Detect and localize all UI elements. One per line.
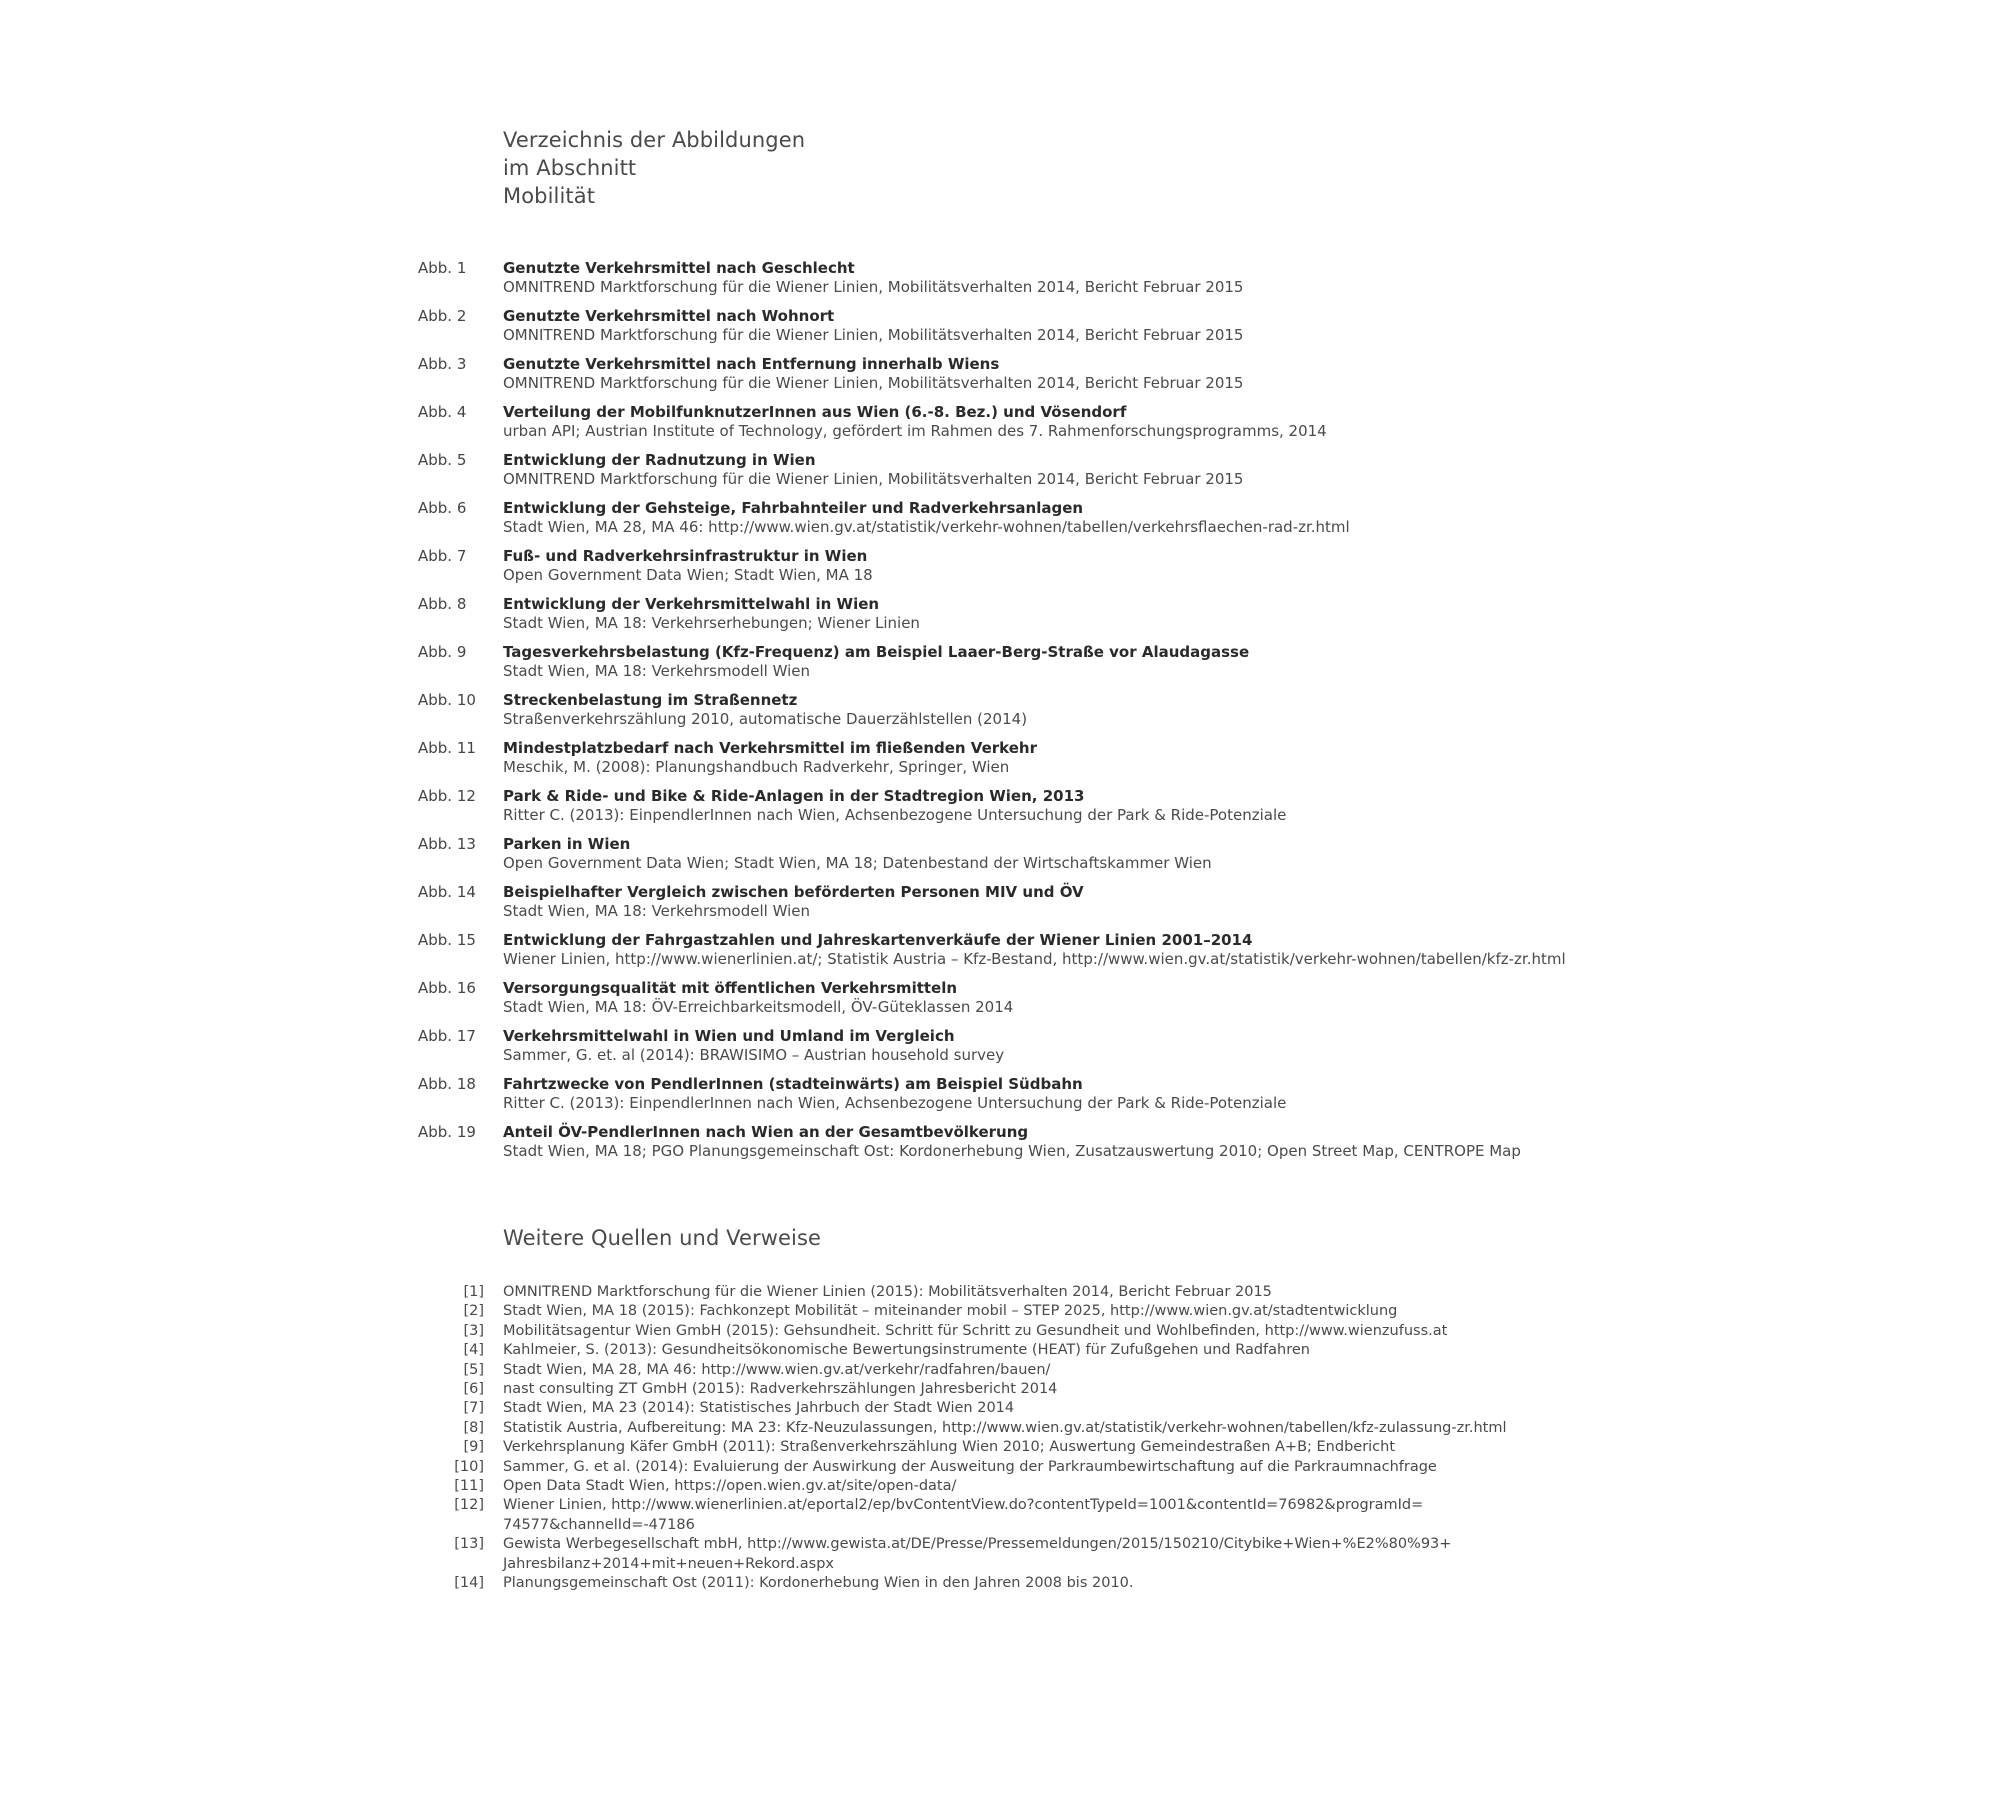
reference-line: Verkehrsplanung Käfer GmbH (2011): Straßenverkehrszählung Wien 2010; Auswertung Gemeindestraßen A+B; Endbericht [503,1439,1396,1456]
reference-text [503,1302,1403,1321]
figure-source: Straßenverkehrszählung 2010, automatische Dauerzählstellen (2014) [503,710,1028,728]
figure-number: Abb. 1 [418,259,467,277]
figure-title: Entwicklung der Gehsteige, Fahrbahnteiler und Radverkehrsanlagen [503,499,1084,517]
reference-number: [6] [463,1381,484,1398]
figure-source: Stadt Wien, MA 18: Verkehrserhebungen; Wiener Linien [503,614,920,632]
reference-line: Stadt Wien, MA 23 (2014): Statistisches Jahrbuch der Stadt Wien 2014 [503,1400,1015,1417]
figure-source: Open Government Data Wien; Stadt Wien, MA 18; Datenbestand der Wirtschaftskammer Wien [503,854,1212,872]
figure-title: Mindestplatzbedarf nach Verkehrsmittel im fließenden Verkehr [503,739,1037,757]
reference-text [503,1361,1403,1380]
figure-number: Abb. 5 [418,451,467,469]
figure-entry [0,498,2000,546]
figure-title: Streckenbelastung im Straßennetz [503,691,798,709]
sources-heading: Weitere Quellen und Verweise [503,1226,822,1250]
figure-title: Verteilung der MobilfunknutzerInnen aus Wien (6.-8. Bez.) und Vösendorf [503,403,1127,421]
figure-source: Sammer, G. et. al (2014): BRAWISIMO – Austrian household survey [503,1046,1005,1064]
figures-heading-line: Mobilität [503,184,596,208]
figure-title: Genutzte Verkehrsmittel nach Entfernung innerhalb Wiens [503,355,1000,373]
figure-number: Abb. 14 [418,883,476,901]
figure-number: Abb. 2 [418,307,467,325]
reference-line: Mobilitätsagentur Wien GmbH (2015): Gehsundheit. Schritt für Schritt zu Gesundheit und Wohlbefinden, http://www.wienzufuss.at [503,1322,1448,1339]
figure-entry [0,642,2000,690]
figure-source: Wiener Linien, http://www.wienerlinien.at/; Statistik Austria – Kfz-Bestand, http://www.wien.gv.at/statistik/verkehr-wohnen/tabellen/kfz-zr.html [503,950,1566,968]
figure-number: Abb. 16 [418,979,476,997]
figure-number: Abb. 3 [418,355,467,373]
figure-entry [0,306,2000,354]
figure-number: Abb. 9 [418,643,467,661]
figure-title: Genutzte Verkehrsmittel nach Wohnort [503,307,835,325]
figure-source: OMNITREND Marktforschung für die Wiener Linien, Mobilitätsverhalten 2014, Bericht Februar 2015 [503,470,1244,488]
figure-title: Entwicklung der Fahrgastzahlen und Jahreskartenverkäufe der Wiener Linien 2001–2014 [503,931,1253,949]
reference-line: Jahresbilanz+2014+mit+neuen+Rekord.aspx [503,1555,835,1572]
figure-source: OMNITREND Marktforschung für die Wiener Linien, Mobilitätsverhalten 2014, Bericht Februar 2015 [503,326,1244,344]
figure-source: Ritter C. (2013): EinpendlerInnen nach Wien, Achsenbezogene Untersuchung der Park & Ride-Potenziale [503,806,1287,824]
reference-number: [8] [463,1419,484,1436]
figure-title: Beispielhafter Vergleich zwischen beförderten Personen MIV und ÖV [503,883,1084,901]
figure-source: Stadt Wien, MA 18: Verkehrsmodell Wien [503,902,810,920]
reference-item [0,1535,2000,1574]
figure-entry [0,594,2000,642]
figure-source: Stadt Wien, MA 18; PGO Planungsgemeinschaft Ost: Kordonerhebung Wien, Zusatzauswertung 2010; Open Street Map, CENTROPE Map [503,1142,1521,1160]
figure-source: Stadt Wien, MA 18: ÖV-Erreichbarkeitsmodell, ÖV-Güteklassen 2014 [503,998,1014,1016]
figure-number: Abb. 7 [418,547,467,565]
reference-item [0,1574,2000,1593]
figure-source: Ritter C. (2013): EinpendlerInnen nach Wien, Achsenbezogene Untersuchung der Park & Ride-Potenziale [503,1094,1287,1112]
reference-item [0,1361,2000,1380]
reference-text [503,1496,1424,1535]
reference-text [503,1535,1452,1574]
reference-number: [12] [454,1497,484,1514]
figure-number: Abb. 8 [418,595,467,613]
reference-item [0,1438,2000,1457]
reference-line: Kahlmeier, S. (2013): Gesundheitsökonomische Bewertungsinstrumente (HEAT) für Zufußgehen und Radfahren [503,1342,1310,1359]
figure-entry [0,738,2000,786]
reference-number: [13] [454,1536,484,1553]
figures-heading-line: im Abschnitt [503,156,637,180]
figure-title: Entwicklung der Verkehrsmittelwahl in Wien [503,595,880,613]
figure-entry [0,882,2000,930]
figure-title: Anteil ÖV-PendlerInnen nach Wien an der Gesamtbevölkerung [503,1123,1029,1141]
reference-text [503,1399,1403,1418]
reference-line: Gewista Werbegesellschaft mbH, http://www.gewista.at/DE/Presse/Pressemeldungen/2015/150210/Citybike+Wien+%E2%80%93+ [503,1536,1452,1553]
figure-title: Genutzte Verkehrsmittel nach Geschlecht [503,259,855,277]
figure-entry [0,786,2000,834]
reference-text [503,1322,1448,1341]
reference-number: [2] [463,1303,484,1320]
figure-source: urban API; Austrian Institute of Technology, gefördert im Rahmen des 7. Rahmenforschungsprogramms, 2014 [503,422,1327,440]
figure-number: Abb. 12 [418,787,476,805]
reference-number: [1] [463,1284,484,1300]
reference-item [0,1380,2000,1399]
figure-source: Stadt Wien, MA 28, MA 46: http://www.wien.gv.at/statistik/verkehr-wohnen/tabellen/verkehrsflaechen-rad-zr.html [503,518,1350,536]
reference-text [503,1419,1507,1438]
figure-entry [0,546,2000,594]
reference-item [0,1302,2000,1321]
figures-heading-line: Verzeichnis der Abbildungen [503,128,806,152]
reference-item [0,1322,2000,1341]
reference-text [503,1438,1403,1457]
figure-source: OMNITREND Marktforschung für die Wiener Linien, Mobilitätsverhalten 2014, Bericht Februar 2015 [503,374,1244,392]
figure-title: Tagesverkehrsbelastung (Kfz-Frequenz) am Beispiel Laaer-Berg-Straße vor Alaudagasse [503,643,1250,661]
figure-entry [0,1122,2000,1170]
figure-entry [0,978,2000,1026]
figure-title: Fahrtzwecke von PendlerInnen (stadteinwärts) am Beispiel Südbahn [503,1075,1083,1093]
figure-entry [0,258,2000,306]
reference-text [503,1341,1403,1360]
figure-number: Abb. 18 [418,1075,476,1093]
reference-number: [11] [454,1478,484,1495]
figure-title: Parken in Wien [503,835,631,853]
reference-line: OMNITREND Marktforschung für die Wiener Linien (2015): Mobilitätsverhalten 2014, Bericht Februar 2015 [503,1284,1272,1300]
reference-number: [5] [463,1361,484,1378]
figure-list [0,258,2000,1170]
figure-source: Open Government Data Wien; Stadt Wien, MA 18 [503,566,873,584]
figure-entry [0,402,2000,450]
figure-source: OMNITREND Marktforschung für die Wiener Linien, Mobilitätsverhalten 2014, Bericht Februar 2015 [503,278,1244,296]
reference-item [0,1496,2000,1535]
figure-number: Abb. 19 [418,1123,476,1141]
reference-list [0,1283,2000,1594]
reference-number: [10] [454,1458,484,1475]
figure-number: Abb. 13 [418,835,476,853]
reference-line: Wiener Linien, http://www.wienerlinien.at/eportal2/ep/bvContentView.do?contentTypeId=1001&contentId=76982&programId= [503,1497,1424,1514]
reference-number: [7] [463,1400,484,1417]
figure-number: Abb. 10 [418,691,476,709]
figure-source: Meschik, M. (2008): Planungshandbuch Radverkehr, Springer, Wien [503,758,1010,776]
figure-number: Abb. 17 [418,1027,476,1045]
figure-entry [0,834,2000,882]
figure-source: Stadt Wien, MA 18: Verkehrsmodell Wien [503,662,810,680]
reference-text [503,1574,1403,1593]
reference-item [0,1419,2000,1438]
reference-text [503,1477,1403,1496]
figure-entry [0,1074,2000,1122]
reference-line: Stadt Wien, MA 28, MA 46: http://www.wien.gv.at/verkehr/radfahren/bauen/ [503,1361,1051,1378]
reference-number: [14] [454,1575,484,1592]
reference-item [0,1399,2000,1418]
reference-text [503,1283,1403,1302]
reference-item [0,1477,2000,1496]
reference-text [503,1380,1403,1399]
reference-number: [4] [463,1342,484,1359]
reference-line: nast consulting ZT GmbH (2015): Radverkehrszählungen Jahresbericht 2014 [503,1381,1058,1398]
figure-number: Abb. 15 [418,931,476,949]
figures-heading [503,126,805,210]
reference-number: [9] [463,1439,484,1456]
reference-line: Stadt Wien, MA 18 (2015): Fachkonzept Mobilität – miteinander mobil – STEP 2025, http://www.wien.gv.at/stadtentwicklung [503,1303,1398,1320]
figure-number: Abb. 6 [418,499,467,517]
figure-number: Abb. 11 [418,739,476,757]
figure-title: Fuß- und Radverkehrsinfrastruktur in Wien [503,547,868,565]
figure-number: Abb. 4 [418,403,467,421]
figure-entry [0,930,2000,978]
figure-entry [0,450,2000,498]
figure-entry [0,1026,2000,1074]
figure-entry [0,354,2000,402]
reference-item [0,1341,2000,1360]
reference-number: [3] [463,1322,484,1339]
figure-entry [0,690,2000,738]
reference-line: Planungsgemeinschaft Ost (2011): Kordonerhebung Wien in den Jahren 2008 bis 2010. [503,1575,1134,1592]
figure-title: Verkehrsmittelwahl in Wien und Umland im Vergleich [503,1027,955,1045]
reference-item [0,1458,2000,1477]
reference-text [503,1458,1437,1477]
figure-title: Park & Ride- und Bike & Ride-Anlagen in der Stadtregion Wien, 2013 [503,787,1085,805]
reference-line: Open Data Stadt Wien, https://open.wien.gv.at/site/open-data/ [503,1478,957,1495]
reference-line: 74577&channelId=-47186 [503,1516,695,1533]
reference-item [0,1283,2000,1302]
reference-line: Sammer, G. et al. (2014): Evaluierung der Auswirkung der Ausweitung der Parkraumbewirtschaftung auf die Parkraumnachfrage [503,1458,1437,1475]
figure-title: Versorgungsqualität mit öffentlichen Verkehrsmitteln [503,979,958,997]
figure-title: Entwicklung der Radnutzung in Wien [503,451,816,469]
reference-line: Statistik Austria, Aufbereitung: MA 23: Kfz-Neuzulassungen, http://www.wien.gv.at/statistik/verkehr-wohnen/tabellen/kfz-zulassung-zr.html [503,1419,1507,1436]
